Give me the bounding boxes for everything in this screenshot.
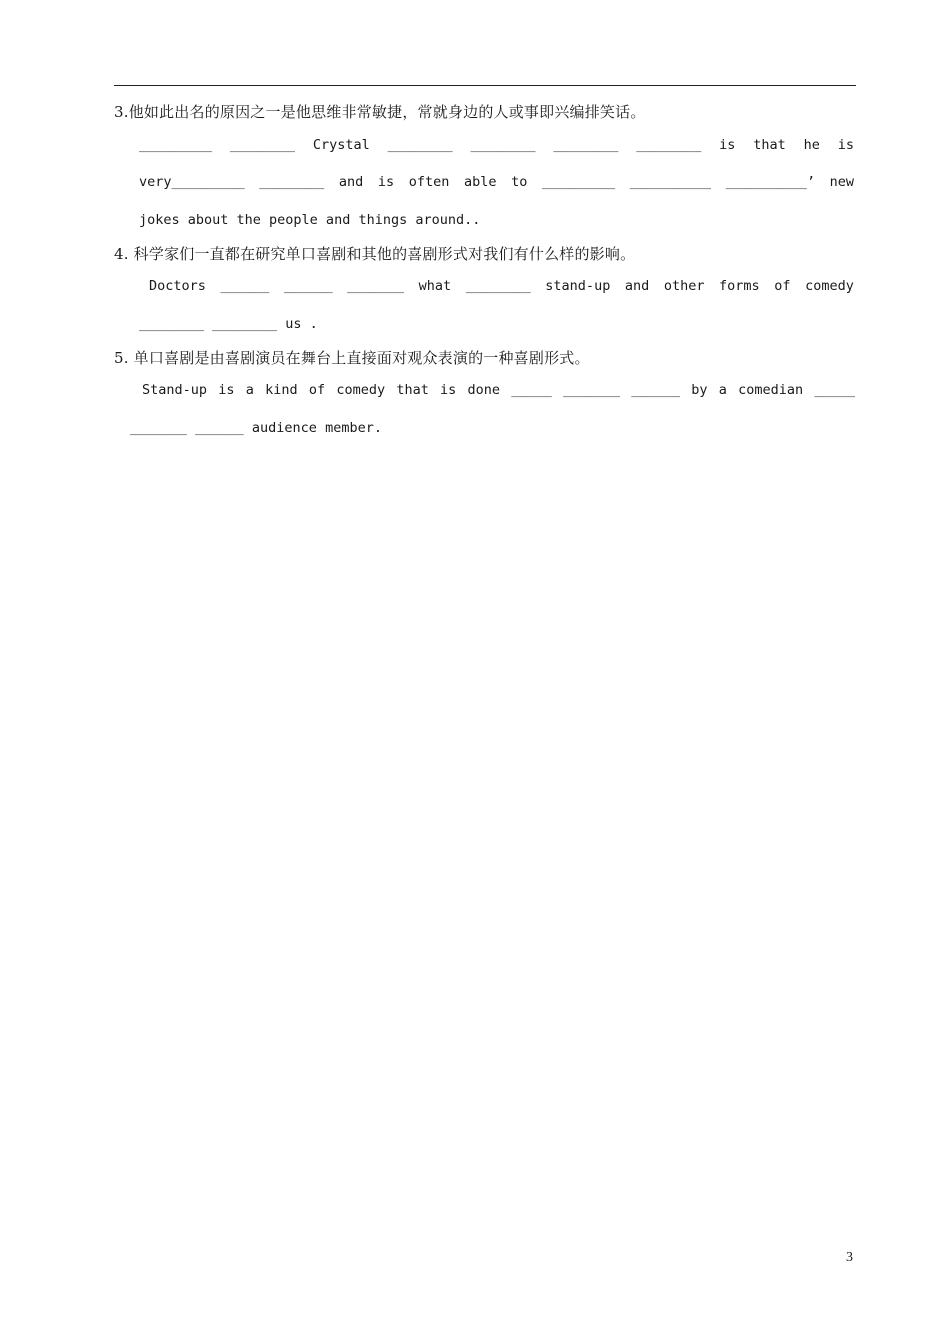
blank[interactable]: _______ xyxy=(563,382,621,398)
word: by xyxy=(691,382,708,398)
blank[interactable]: ______ xyxy=(220,278,270,294)
question-4-line-1 xyxy=(149,278,854,294)
word: often xyxy=(408,174,450,190)
word: comedy xyxy=(336,382,386,398)
word: other xyxy=(663,278,705,294)
word: is xyxy=(837,137,854,153)
word-with-blank[interactable]: very_________ xyxy=(139,174,245,190)
word: that xyxy=(396,382,429,398)
blank[interactable]: ______ xyxy=(283,278,333,294)
blank[interactable]: _________ xyxy=(139,137,213,153)
sentence-text: ________ ________ us . xyxy=(139,316,318,332)
blank[interactable]: __________’ xyxy=(725,174,815,190)
word: and xyxy=(338,174,364,190)
blank[interactable]: ________ xyxy=(553,137,619,153)
blank[interactable]: ________ xyxy=(230,137,296,153)
word: is xyxy=(377,174,395,190)
word: stand-up xyxy=(545,278,611,294)
word: Doctors xyxy=(149,278,206,294)
word: comedian xyxy=(738,382,804,398)
question-5-prompt: 5. 单口喜剧是由喜剧演员在舞台上直接面对观众表演的一种喜剧形式。 xyxy=(114,349,590,367)
question-3-line-3 xyxy=(139,212,480,228)
blank[interactable]: _____ xyxy=(511,382,552,398)
word: Stand-up xyxy=(142,382,208,398)
word: comedy xyxy=(805,278,854,294)
word: forms xyxy=(719,278,760,294)
question-3-line-1 xyxy=(139,137,854,153)
question-4-prompt: 4. 科学家们一直都在研究单口喜剧和其他的喜剧形式对我们有什么样的影响。 xyxy=(114,245,636,263)
blank[interactable]: _______ xyxy=(347,278,405,294)
word: he xyxy=(803,137,820,153)
blank[interactable]: ________ xyxy=(465,278,531,294)
word: what xyxy=(418,278,452,294)
word: is xyxy=(218,382,235,398)
word: and xyxy=(624,278,650,294)
word: of xyxy=(774,278,791,294)
blank[interactable]: ______ xyxy=(631,382,681,398)
word: Crystal xyxy=(312,137,370,153)
blank[interactable]: ________ xyxy=(259,174,325,190)
word: done xyxy=(467,382,501,398)
blank[interactable]: ________ xyxy=(387,137,453,153)
word: of xyxy=(308,382,326,398)
blank[interactable]: ________ xyxy=(636,137,702,153)
question-3-line-2 xyxy=(139,174,854,190)
question-5-line-2 xyxy=(130,420,382,436)
word: that xyxy=(753,137,786,153)
sentence-text: jokes about the people and things around.. xyxy=(139,212,481,228)
page-number: 3 xyxy=(846,1250,853,1265)
word: is xyxy=(440,382,457,398)
word: is xyxy=(719,137,736,153)
word: a xyxy=(245,382,254,398)
word: able xyxy=(463,174,497,190)
blank[interactable]: __________ xyxy=(629,174,711,190)
sentence-text: _______ ______ audience member. xyxy=(130,420,382,436)
word: kind xyxy=(265,382,298,398)
header-rule xyxy=(114,85,856,86)
question-4-line-2 xyxy=(139,316,318,332)
word: a xyxy=(718,382,727,398)
question-3-prompt: 3.他如此出名的原因之一是他思维非常敏捷，常就身边的人或事即兴编排笑话。 xyxy=(114,103,646,121)
word: new xyxy=(829,174,854,190)
blank[interactable]: _____ xyxy=(814,382,855,398)
blank[interactable]: _________ xyxy=(541,174,616,190)
blank[interactable]: ________ xyxy=(470,137,536,153)
question-5-line-1 xyxy=(142,382,855,398)
word: to xyxy=(511,174,528,190)
